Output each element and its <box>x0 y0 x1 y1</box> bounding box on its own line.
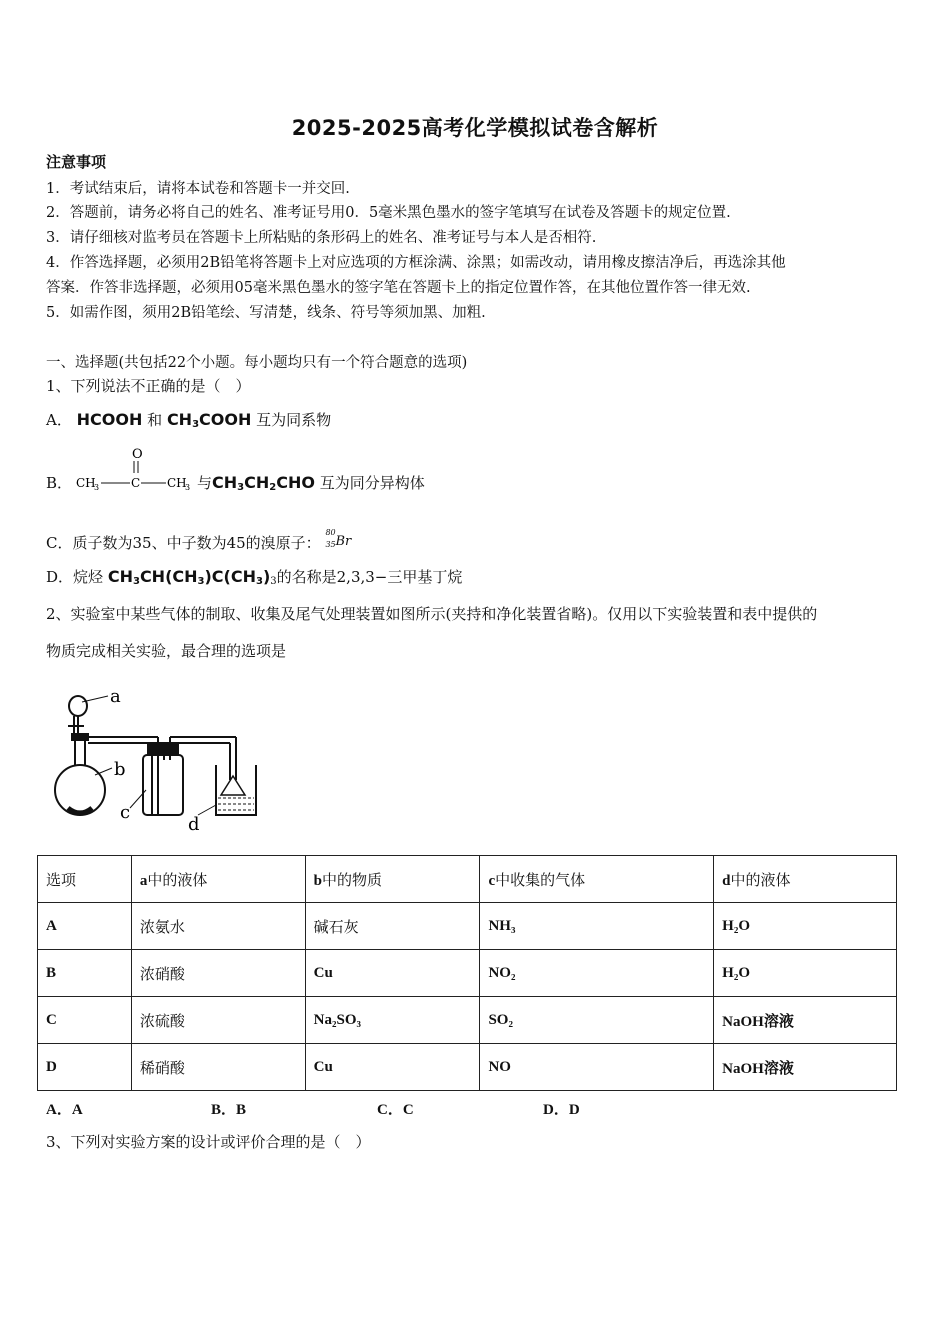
ketone-structure <box>74 444 199 494</box>
acetone-structure-diagram <box>74 444 199 494</box>
table-row: D 稀硝酸 Cu NO NaOH溶液 <box>38 1044 897 1091</box>
q2-stem-line2: 物质完成相关实验，最合理的选项是 <box>46 642 287 660</box>
table-row: B 浓硝酸 Cu NO₂ H₂O <box>38 950 897 997</box>
header-cell: b中的物质 <box>305 856 480 903</box>
notice-item-3: 3．请仔细核对监考员在答题卡上所粘贴的条形码上的姓名、准考证号与本人是否相符. <box>46 230 597 246</box>
q1-option-c: C．质子数为35、中子数为45的溴原子： 80 35 Br <box>46 532 355 553</box>
q1-option-b-text: 与$CH_3CH_2CHO$ 互为同分异构体 <box>197 473 425 493</box>
q1-option-a <box>46 409 331 430</box>
text: 和 <box>147 411 163 429</box>
q2-choice-c[interactable]: C．C <box>377 1102 414 1118</box>
formula: HCOOH <box>76 410 143 429</box>
option-label: A． <box>46 411 72 429</box>
notice-item-4-cont: 答案．作答非选择题，必须用05毫米黑色墨水的签字笔在答题卡上的指定位置作答，在其他位置作答一律无效. <box>46 280 751 296</box>
q1-stem: 1、下列说法不正确的是（ ） <box>46 377 251 395</box>
page-title: 2025-2025高考化学模拟试卷含解析 <box>291 116 659 140</box>
ch3-right: CH <box>167 476 187 490</box>
header-cell: 选项 <box>38 856 132 903</box>
q3-stem: 3、下列对实验方案的设计或评价合理的是（ ） <box>46 1133 371 1151</box>
label-c: c <box>120 802 131 823</box>
q1-option-d: D．烷烃 $CH_3CH(CH_3)C(CH_3)_3$的名称是2,3,3−三甲基丁烷 <box>46 567 463 587</box>
notice-heading: 注意事项 <box>46 153 107 171</box>
section-heading: 一、选择题(共包括22个小题。每小题均只有一个符合题意的选项) <box>46 355 468 371</box>
label-d: d <box>188 814 200 835</box>
apparatus-diagram <box>48 680 273 835</box>
text: 互为同系物 <box>256 411 332 429</box>
table-header-row <box>38 856 897 903</box>
header-cell: c中收集的气体 <box>480 856 714 903</box>
q2-choice-a[interactable]: A．A <box>46 1102 83 1118</box>
table-row: C 浓硫酸 Na₂SO₃ SO₂ NaOH溶液 <box>38 997 897 1044</box>
q1-option-b-label: B． <box>46 474 73 492</box>
ch3-left: CH <box>76 476 96 490</box>
label-b: b <box>114 759 126 780</box>
notice-item-1: 1．考试结束后，请将本试卷和答题卡一并交回. <box>46 181 350 197</box>
svg-text:3: 3 <box>185 483 191 492</box>
apparatus-figure <box>48 680 273 835</box>
q2-choice-b[interactable]: B．B <box>211 1102 247 1118</box>
notice-item-2: 2．答题前，请务必将自己的姓名、准考证号用0．5毫米黑色墨水的签字笔填写在试卷及答题卡的规定位置. <box>46 205 731 221</box>
table-row: A 浓氨水 碱石灰 NH₃ H₂O <box>38 903 897 950</box>
q2-options-table <box>37 855 897 1091</box>
notice-item-5: 5．如需作图，须用2B铅笔绘、写清楚，线条、符号等须加黑、加粗. <box>46 305 486 321</box>
label-a: a <box>110 686 121 707</box>
svg-text:3: 3 <box>94 483 100 492</box>
oxygen-label: O <box>132 447 143 462</box>
header-cell: a中的液体 <box>131 856 305 903</box>
formula: $CH_3COOH$ <box>166 410 252 430</box>
nuclide-symbol: 80 35 Br <box>325 528 352 549</box>
q2-choice-d[interactable]: D．D <box>543 1102 580 1118</box>
header-cell: d中的液体 <box>714 856 897 903</box>
notice-item-4: 4．作答选择题，必须用2B铅笔将答题卡上对应选项的方框涂满、涂黑；如需改动，请用橡皮擦洁净后，再选涂其他 <box>46 255 786 271</box>
carbonyl-carbon: C <box>131 476 141 490</box>
q2-stem-line1: 2、实验室中某些气体的制取、收集及尾气处理装置如图所示(夹持和净化装置省略)。仅用以下实验装置和表中提供的 <box>46 605 818 623</box>
